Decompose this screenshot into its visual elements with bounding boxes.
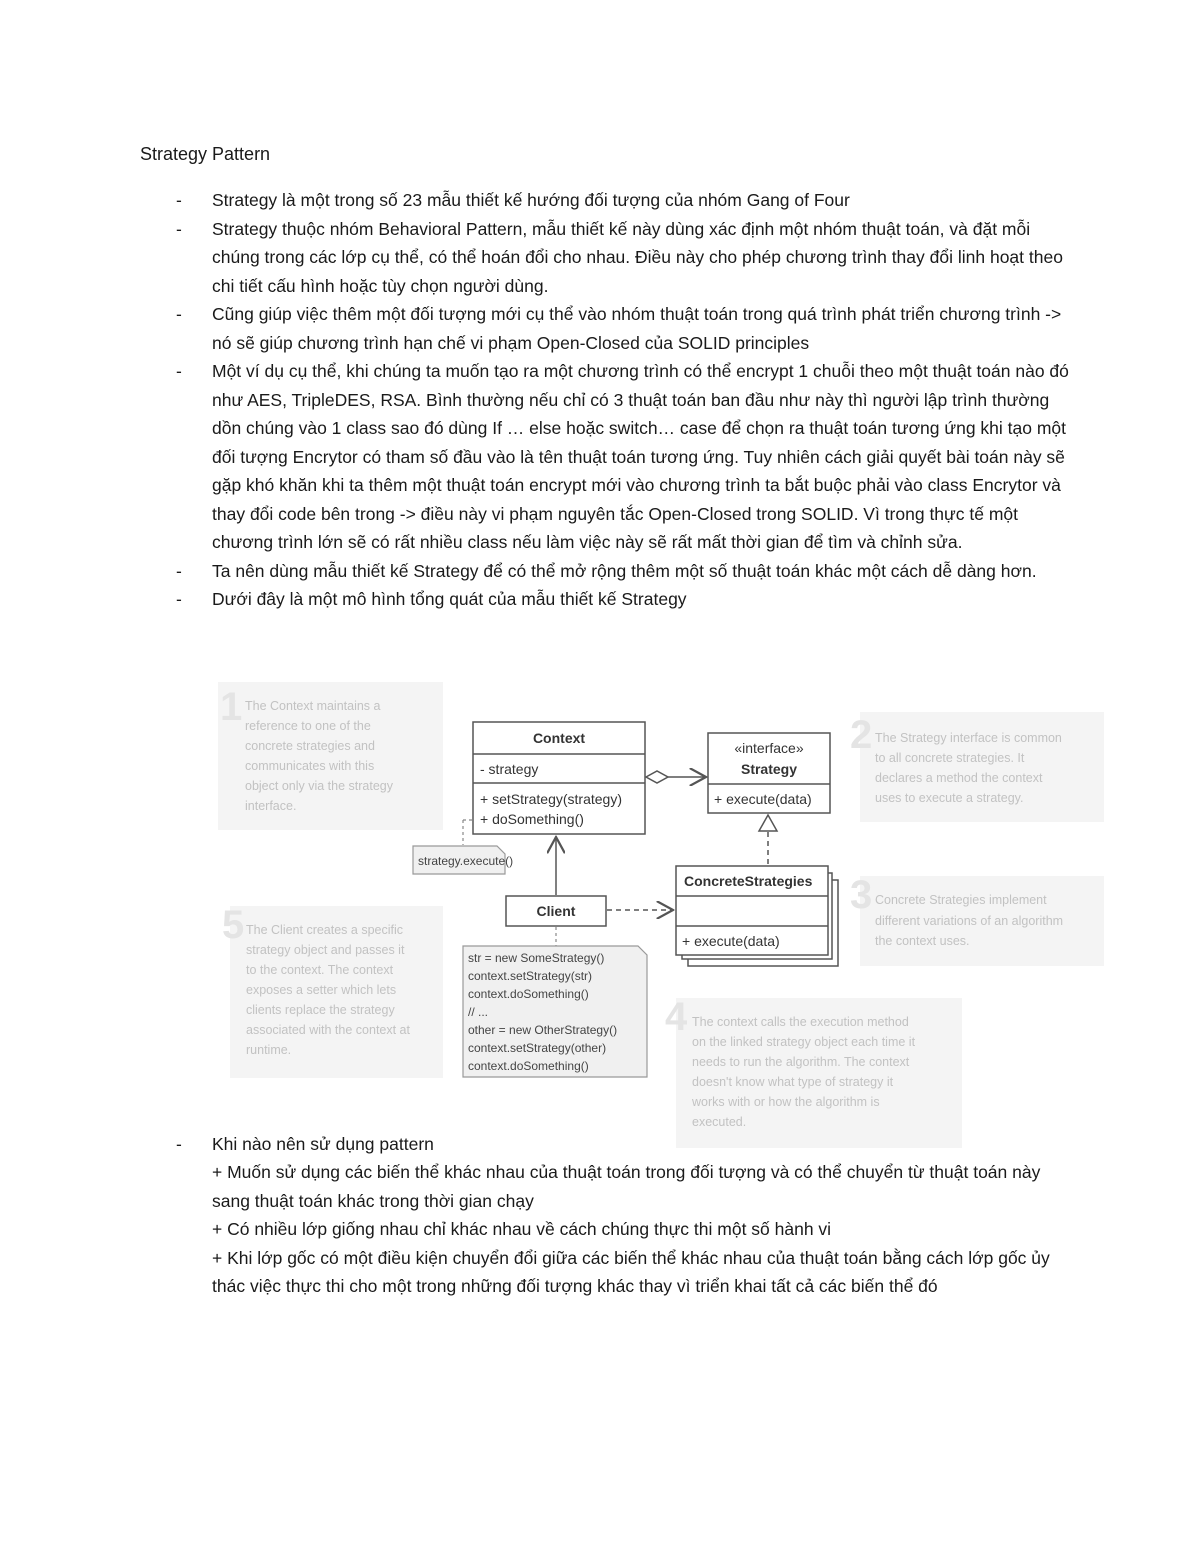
svg-text:3: 3: [850, 873, 873, 917]
svg-text:- strategy: - strategy: [480, 761, 539, 777]
svg-text:5: 5: [222, 903, 245, 947]
svg-text:to all concrete strategies. It: to all concrete strategies. It: [875, 751, 1025, 765]
note-2: [850, 712, 1104, 822]
svg-text:The Client creates a specific: The Client creates a specific: [246, 923, 404, 937]
list-item: - Một ví dụ cụ thể, khi chúng ta muốn tạo ra một chương trình có thể encrypt 1 chuỗi theo một thuật toán nào đó như AES, TripleDES, RSA. Bình thường nếu chỉ có 3 thuật toán ban đầu như này thì người lập trình thường dồn chúng vào 1 class sao đó dùng If … else hoặc switch… case để chọn ra thuật toán tương ứng khi tạo một đối tượng Encrytor có tham số đầu vào là tên thuật toán tương ứng. Tuy nhiên cách giải quyết bài toán này sẽ gặp khó khăn khi ta thêm một thuật toán encrypt mới vào chương trình ta bắt buộc phải vào class Encrytor và thay đổi code bên trong -> điều này vi phạm nguyên tắc Open-Closed trong SOLID. Vì trong thực tế một chương trình lớn sẽ có rất nhiều class nếu làm việc này sẽ rất mất thời gian để tìm và chỉnh sửa.: [176, 361, 1069, 552]
svg-text:other = new OtherStrategy(): other = new OtherStrategy(): [468, 1023, 618, 1037]
concrete-strategies-box: [676, 866, 838, 966]
strategy-interface-box: [708, 733, 830, 813]
svg-text:Strategy: Strategy: [740, 761, 798, 777]
svg-text:interface.: interface.: [245, 799, 297, 813]
svg-text:to the context. The context: to the context. The context: [246, 963, 394, 977]
svg-text:clients replace the strategy: clients replace the strategy: [246, 1003, 395, 1017]
svg-text:4: 4: [665, 995, 688, 1039]
svg-text:context.setStrategy(str): context.setStrategy(str): [468, 969, 593, 983]
svg-text:works with or how the algorith: works with or how the algorithm is: [692, 1095, 880, 1109]
svg-text:object only via the strategy: object only via the strategy: [245, 779, 393, 793]
svg-text:+ doSomething(): + doSomething(): [480, 811, 584, 827]
list-item: - Cũng giúp việc thêm một đối tượng mới cụ thể vào nhóm thuật toán trong quá trình phát triển chương trình -> nó sẽ giúp chương trình hạn chế vi phạm Open-Closed của SOLID principles: [176, 304, 1062, 353]
list-item: - Strategy thuộc nhóm Behavioral Pattern, mẫu thiết kế này dùng xác định một nhóm thuật toán, và đặt mỗi chúng trong các lớp cụ thể, có thể hoán đổi cho nhau. Điều này cho phép chương trình thay đổi linh hoạt theo chi tiết cấu hình hoặc tùy chọn người dùng.: [176, 218, 1063, 296]
realization-arrow: [759, 815, 777, 864]
svg-text:needs to run the algorithm. Th: needs to run the algorithm. The context: [692, 1055, 910, 1069]
svg-text:doesn't know what type of stra: doesn't know what type of strategy it: [692, 1075, 894, 1089]
svg-text:context.doSomething(): context.doSomething(): [468, 987, 589, 1001]
note-3: [850, 873, 1104, 966]
svg-text:runtime.: runtime.: [246, 1043, 292, 1057]
note-1: [218, 682, 443, 830]
svg-text:reference to one of the: reference to one of the: [245, 719, 371, 733]
list-item: - Dưới đây là một mô hình tổng quát của mẫu thiết kế Strategy: [176, 589, 687, 609]
svg-text:+ setStrategy(strategy): + setStrategy(strategy): [480, 791, 623, 807]
svg-text:Context: Context: [532, 730, 586, 746]
svg-text:context.setStrategy(other): context.setStrategy(other): [468, 1041, 607, 1055]
list-item: - Strategy là một trong số 23 mẫu thiết kế hướng đối tượng của nhóm Gang of Four: [176, 190, 850, 210]
svg-text:strategy.execute(): strategy.execute(): [418, 854, 514, 868]
aggregation-arrow: [646, 771, 706, 783]
svg-text:declares a method the context: declares a method the context: [875, 771, 1043, 785]
svg-text:The Strategy interface is comm: The Strategy interface is common: [875, 731, 1062, 745]
svg-text:exposes a setter which lets: exposes a setter which lets: [246, 983, 397, 997]
svg-text:1: 1: [220, 685, 243, 729]
svg-text:The Context maintains a: The Context maintains a: [245, 699, 381, 713]
svg-text:associated with the context at: associated with the context at: [246, 1023, 410, 1037]
svg-text:uses to execute a strategy.: uses to execute a strategy.: [875, 791, 1024, 805]
svg-text:strategy object and passes it: strategy object and passes it: [246, 943, 405, 957]
svg-text:«interface»: «interface»: [734, 740, 804, 756]
svg-text:+ execute(data): + execute(data): [714, 791, 812, 807]
svg-text:+ execute(data): + execute(data): [682, 933, 780, 949]
svg-text:executed.: executed.: [692, 1115, 747, 1129]
svg-text:Client: Client: [536, 903, 576, 919]
note-5: [222, 903, 443, 1078]
client-code-note: [463, 927, 647, 1077]
svg-text:on the linked strategy object: on the linked strategy object each time it: [692, 1035, 916, 1049]
list-item-when-to-use: - Khi nào nên sử dụng pattern + Muốn sử dụng các biến thể khác nhau của thuật toán trong đối tượng và có thể chuyển từ thuật toán này sang thuật toán khác trong thời gian chạy + Có nhiều lớp giống nhau chỉ khác nhau về cách chúng thực thi một số hành vi + Khi lớp gốc có một điều kiện chuyển đổi giữa các biến thể khác nhau của thuật toán bằng cách lớp gốc ủy thác việc thực thi cho một trong những đối tượng khác thay vì triển khai tất cả các biến thể đó: [176, 1133, 1050, 1296]
svg-text:Concrete Strategies implement: Concrete Strategies implement: [875, 893, 1047, 907]
strategy-uml-diagram: [210, 680, 1110, 1150]
svg-text:2: 2: [850, 713, 873, 757]
client-box: [506, 896, 606, 926]
svg-text:the context uses.: the context uses.: [875, 934, 970, 948]
list-item: - Ta nên dùng mẫu thiết kế Strategy để có thể mở rộng thêm một số thuật toán khác một cách dễ dàng hơn.: [176, 560, 1037, 581]
svg-text:The context calls the executio: The context calls the execution method: [692, 1015, 909, 1029]
svg-text:// ...: // ...: [468, 1005, 489, 1019]
document-title: Strategy Pattern: [140, 144, 271, 164]
svg-text:different variations of an alg: different variations of an algorithm: [875, 914, 1064, 928]
svg-text:communicates with this: communicates with this: [245, 759, 375, 773]
svg-text:concrete strategies and: concrete strategies and: [245, 739, 375, 753]
context-class-box: [473, 722, 645, 834]
svg-text:str = new SomeStrategy(): str = new SomeStrategy(): [468, 951, 605, 965]
svg-text:ConcreteStrategies: ConcreteStrategies: [684, 873, 813, 889]
svg-text:context.doSomething(): context.doSomething(): [468, 1059, 589, 1073]
note-4: [665, 995, 962, 1148]
